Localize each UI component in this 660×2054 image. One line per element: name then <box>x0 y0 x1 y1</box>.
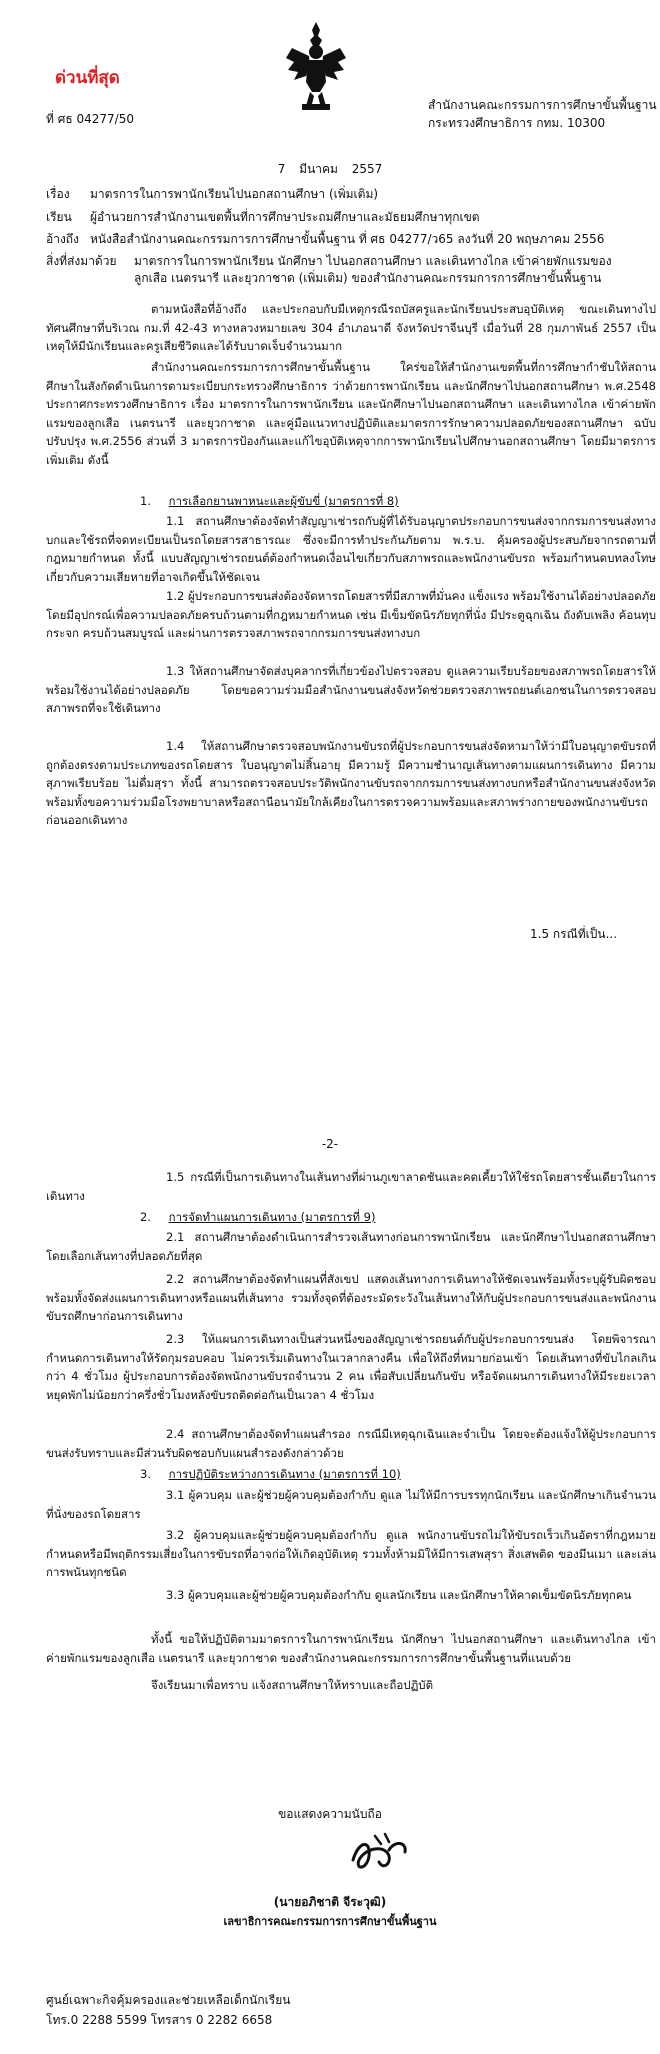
signature-closing: ขอแสดงความนับถือ <box>278 1807 382 1821</box>
subject-label: เรื่อง <box>46 187 70 201</box>
page-number: -2- <box>321 1137 339 1151</box>
office-address <box>428 96 660 132</box>
item-2-4: 2.4 สถานศึกษาต้องจัดทำแผนสำรอง กรณีมีเหตุฉุกเฉินและจำเป็น โดยจะต้องแจ้งให้ผู้ประกอบการขนส่งรับทราบและมีส่วนรับผิดชอบกับแผนสำรองดังกล่าวด้วย <box>46 1427 656 1460</box>
footer-phone: โทร.0 2288 5599 โทรสาร 0 2282 6658 <box>46 2013 273 2027</box>
signature-mark-icon <box>345 1830 415 1880</box>
item-1-1: 1.1 สถานศึกษาต้องจัดทำสัญญาเช่ารถกับผู้ที่ได้รับอนุญาตประกอบการขนส่งจากกรมการขนส่งทางบกและใช้รถที่จดทะเบียนเป็นรถโดยสารสาธารณะ ซึ่งจะมีการทำประกันภัยตาม พ.ร.บ. คุ้มครองผู้ประสบภัยจากรถตามที่กฎหมายกำหนด ทั้งนี้ แบบสัญญาเช่ารถยนต์ต้องกำหนดเงื่อนไขเกี่ยวกับสภาพรถและพนักงานขับรถ พร้อมกำหนดบทลงโทษเกี่ยวกับความเสียหายที่อาจเกิดขึ้นให้ชัดเจน <box>46 514 656 584</box>
office-name: สำนักงานคณะกรรมการการศึกษาขั้นพื้นฐาน <box>428 98 657 112</box>
closing-request: จึงเรียนมาเพื่อทราบ แจ้งสถานศึกษาให้ทราบและถือปฏิบัติ <box>151 1678 434 1692</box>
recipient-label: เรียน <box>46 210 72 224</box>
page-gap <box>0 1000 660 1125</box>
attachment-row <box>46 253 652 293</box>
item-3-3: 3.3 ผู้ควบคุมและผู้ช่วยผู้ควบคุมต้องกำกับ ดูแลนักเรียน และนักศึกษาให้คาดเข็มขัดนิรภัยทุกคน <box>166 1588 632 1602</box>
heading-1-number: 1. <box>140 494 151 508</box>
document-date: 7 มีนาคม 2557 <box>277 162 383 176</box>
item-3-2: 3.2 ผู้ควบคุมและผู้ช่วยผู้ควบคุมต้องกำกับ ดูแล พนักงานขับรถไม่ให้ขับรถเร็วเกินอัตราที่กฎหมายกำหนดหรือมีพฤติกรรมเสี่ยงในการขับรถที่อาจก่อให้เกิดอุบัติเหตุ รวมทั้งห้ามมิให้มีการเสพสุรา สิ่งเสพติด ของมึนเมา และเล่นการพนันทุกชนิด <box>46 1528 656 1579</box>
attachment-text <box>134 253 652 287</box>
paragraph-directive: สำนักงานคณะกรรมการการศึกษาขั้นพื้นฐาน ใคร่ขอให้สำนักงานเขตพื้นที่การศึกษากำชับให้สถานศึกษาในสังกัดดำเนินการตามระเบียบกระทรวงศึกษาธิการ ว่าด้วยการพานักเรียน และนักศึกษาไปนอกสถานศึกษา พ.ศ.2548 ประกาศกระทรวงศึกษาธิการ เรื่อง มาตรการในการพานักเรียน และนักศึกษาไปนอกสถานศึกษา และเดินทางไกล เข้าค่ายพักแรมของลูกเสือ เนตรนารี และยุวกาชาด และคู่มือแนวทางปฏิบัติและมาตรการรักษาความปลอดภัยของสถานศึกษา ฉบับปรับปรุง พ.ศ.2556 ส่วนที่ 3 มาตรการป้องกันและแก้ไขอุบัติเหตุจากการพานักเรียนไปศึกษานอกสถานศึกษา โดยมีมาตรการเพิ่มเติม ดังนี้ <box>46 360 656 467</box>
item-2-3: 2.3 ให้แผนการเดินทางเป็นส่วนหนึ่งของสัญญาเช่ารถยนต์กับผู้ประกอบการขนส่ง โดยพิจารณากำหนดการเดินทางให้รัดกุมรอบคอบ ไม่ควรเริ่มเดินทางในเวลากลางคืน เพื่อให้ถึงที่หมายก่อนเข้า โดยเส้นทางที่ขับไกลเกินกว่า 4 ชั่วโมง ผู้ประกอบการต้องจัดพนักงานขับรถจำนวน 2 คน เพื่อสับเปลี่ยนกันขับ หรือจัดแผนการเดินทางให้มีระยะเวลาหยุดพักไม่น้อยกว่าครึ่งชั่วโมงหลังขับรถติดต่อกันเป็นเวลา 4 ชั่วโมง <box>46 1332 656 1402</box>
item-1-3: 1.3 ให้สถานศึกษาจัดส่งบุคลากรที่เกี่ยวข้องไปตรวจสอบ ดูแลความเรียบร้อยของสภาพรถโดยสารให้พร้อมใช้งานได้อย่างปลอดภัย โดยขอความร่วมมือสำนักงานขนส่งจังหวัดช่วยตรวจสภาพรถยนต์เอกชนในการตรวจสอบสภาพรถที่จะใช้เดินทาง <box>46 664 656 715</box>
reference-label: อ้างถึง <box>46 232 79 246</box>
item-1-4: 1.4 ให้สถานศึกษาตรวจสอบพนักงานขับรถที่ผู้ประกอบการขนส่งจัดหามาให้ว่ามีใบอนุญาตขับรถที่ถูกต้องตรงตามประเภทของรถโดยสาร ใบอนุญาตไม่สิ้นอายุ มีความรู้ มีความชำนาญเส้นทางตามแผนการเดินทาง มีความสุภาพเรียบร้อย ไม่ดื่มสุรา ทั้งนี้ สามารถตรวจสอบประวัติพนักงานขับรถจากกรมการขนส่งทางบกหรือสำนักงานขนส่งจังหวัด พร้อมทั้งขอความร่วมมือโรงพยาบาลหรือสถานีอนามัยใกล้เคียงในการตรวจความพร้อมและสภาพร่างกายของพนักงานขับรถก่อนออกเดินทาง <box>46 739 656 827</box>
paragraph-intro: ตามหนังสือที่อ้างถึง และประกอบกับมีเหตุกรณีรถบัสครูและนักเรียนประสบอุบัติเหตุ ขณะเดินทางไปทัศนศึกษาที่บริเวณ กม.ที่ 42-43 ทางหลวงหมายเลข 304 อำเภอนาดี จังหวัดปราจีนบุรี เมื่อวันที่ 28 กุมภาพันธ์ 2557 เป็นเหตุให้มีนักเรียนและครูเสียชีวิตและได้รับบาดเจ็บจำนวนมาก <box>46 302 656 353</box>
subject-text: มาตรการในการพานักเรียนไปนอกสถานศึกษา (เพิ่มเติม) <box>90 187 379 201</box>
item-2-1: 2.1 สถานศึกษาต้องดำเนินการสำรวจเส้นทางก่อนการพานักเรียน และนักศึกษาไปนอกสถานศึกษา โดยเลือกเส้นทางที่ปลอดภัยที่สุด <box>46 1230 656 1263</box>
urgent-label: ด่วนที่สุด <box>55 68 120 88</box>
signatory-title: เลขาธิการคณะกรรมการการศึกษาขั้นพื้นฐาน <box>223 1915 437 1928</box>
attachment-line-1: มาตรการในการพานักเรียน นักศึกษา ไปนอกสถานศึกษา และเดินทางไกล เข้าค่ายพักแรมของ <box>134 254 612 268</box>
heading-1-title: การเลือกยานพาหนะและผู้ขับขี่ (มาตรการที่ 8) <box>168 494 399 508</box>
item-3-1: 3.1 ผู้ควบคุม และผู้ช่วยผู้ควบคุมต้องกำกับ ดูแล ไม่ให้มีการบรรทุกนักเรียน และนักศึกษาเกินจำนวนที่นั่งของรถโดยสาร <box>46 1488 656 1521</box>
heading-3 <box>140 1465 401 1483</box>
heading-1 <box>140 492 399 510</box>
footer-unit: ศูนย์เฉพาะกิจคุ้มครองและช่วยเหลือเด็กนักเรียน <box>46 1993 291 2007</box>
signatory-name: (นายอภิชาติ จีระวุฒิ) <box>273 1895 387 1909</box>
closing-paragraph: ทั้งนี้ ขอให้ปฏิบัติตามมาตรการในการพานักเรียน นักศึกษา ไปนอกสถานศึกษา และเดินทางไกล เข้าค่ายพักแรมของลูกเสือ เนตรนารี และยุวกาชาด ของสำนักงานคณะกรรมการการศึกษาขั้นพื้นฐานที่แนบด้วย <box>46 1632 656 1665</box>
continuation-marker: 1.5 กรณีที่เป็น... <box>530 927 618 941</box>
garuda-emblem-icon <box>284 20 348 112</box>
document-number: ที่ ศธ 04277/50 <box>46 112 134 126</box>
heading-3-title: การปฏิบัติระหว่างการเดินทาง (มาตรการที่ 10) <box>168 1467 401 1481</box>
heading-2-title: การจัดทำแผนการเดินทาง (มาตรการที่ 9) <box>168 1210 376 1224</box>
heading-2 <box>140 1208 375 1226</box>
attachment-label: สิ่งที่ส่งมาด้วย <box>46 254 117 268</box>
reference-text: หนังสือสำนักงานคณะกรรมการการศึกษาขั้นพื้นฐาน ที่ ศธ 04277/ว65 ลงวันที่ 20 พฤษภาคม 2556 <box>90 232 605 246</box>
heading-3-number: 3. <box>140 1467 151 1481</box>
item-1-2: 1.2 ผู้ประกอบการขนส่งต้องจัดหารถโดยสารที่มีสภาพที่มั่นคง แข็งแรง พร้อมใช้งานได้อย่างปลอดภัย โดยมีอุปกรณ์เพื่อความปลอดภัยครบถ้วนตามที่กฎหมายกำหนด เช่น มีเข็มขัดนิรภัยทุกที่นั่ง มีประตูฉุกเฉิน ถังดับเพลิง ค้อนทุบกระจก ครบถ้วนสมบูรณ์ และผ่านการตรวจสภาพรถจากกรมการขนส่งทางบก <box>46 589 657 640</box>
item-1-5: 1.5 กรณีที่เป็นการเดินทางในเส้นทางที่ผ่านภูเขาลาดชันและคดเคี้ยวให้ใช้รถโดยสารชั้นเดียวในการเดินทาง <box>46 1170 656 1203</box>
heading-2-number: 2. <box>140 1210 151 1224</box>
recipient-text: ผู้อำนวยการสำนักงานเขตพื้นที่การศึกษาประถมศึกษาและมัธยมศึกษาทุกเขต <box>90 210 480 224</box>
attachment-line-2: ลูกเสือ เนตรนารี และยุวกาชาด (เพิ่มเติม) ของสำนักงานคณะกรรมการการศึกษาขั้นพื้นฐาน <box>134 271 602 285</box>
item-2-2: 2.2 สถานศึกษาต้องจัดทำแผนที่สังเขป แสดงเส้นทางการเดินทางให้ชัดเจนพร้อมทั้งระบุผู้รับผิดชอบ พร้อมทั้งจัดส่งแผนการเดินทางหรือแผนที่เส้นทาง รวมทั้งจุดที่ต้องระมัดระวังในเส้นทางให้กับผู้ประกอบการขนส่งและพนักงานขับรถศึกษาก่อนการเดินทาง <box>46 1272 656 1323</box>
office-location: กระทรวงศึกษาธิการ กทม. 10300 <box>428 116 606 130</box>
footer-contact <box>46 1990 290 2030</box>
